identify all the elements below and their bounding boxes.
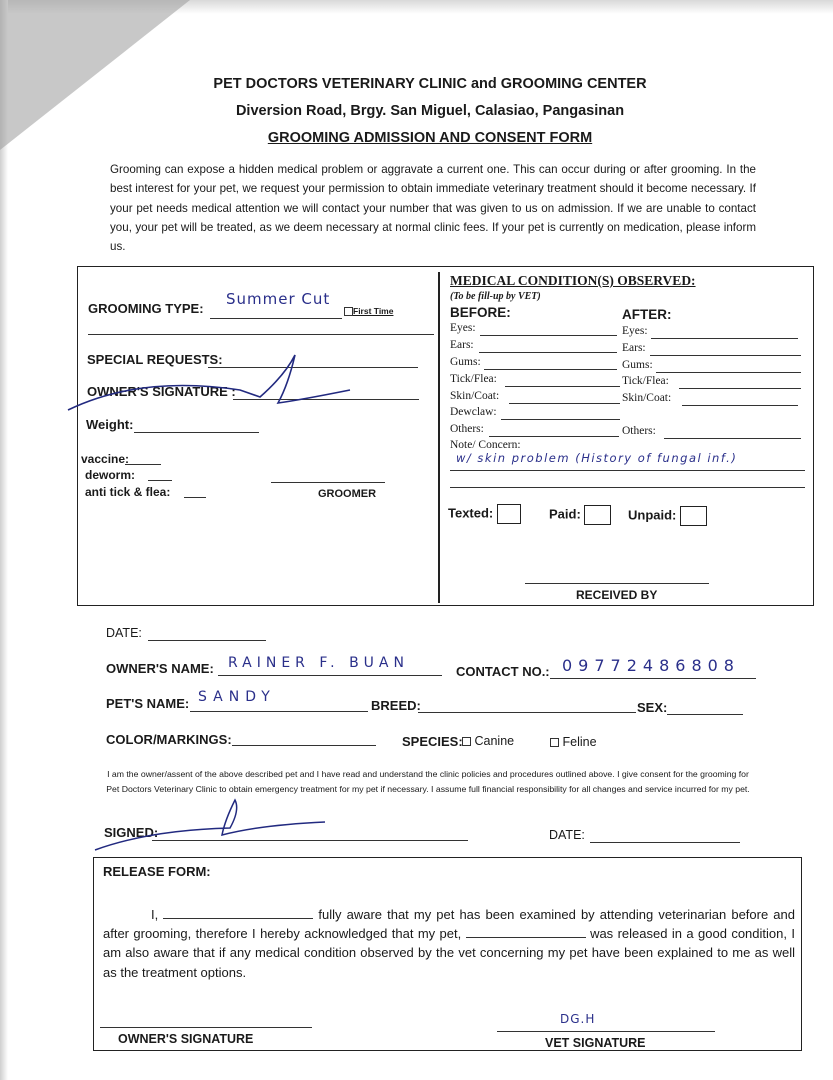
grooming-type-value[interactable]: Summer Cut xyxy=(226,290,331,308)
weight-label: Weight: xyxy=(86,417,134,432)
release-name-blank[interactable] xyxy=(163,906,313,919)
note-line-1 xyxy=(450,470,805,471)
sex-line[interactable] xyxy=(667,714,743,715)
first-time-label: First Time xyxy=(353,306,394,316)
before-ears-line xyxy=(479,352,617,353)
after-heading: AFTER: xyxy=(622,307,672,322)
before-tick-line xyxy=(505,386,620,387)
before-eyes: Eyes: xyxy=(450,322,476,334)
weight-line xyxy=(134,432,259,433)
note-label: Note/ Concern: xyxy=(450,439,521,451)
clinic-name: PET DOCTORS VETERINARY CLINIC and GROOMING CENTER xyxy=(213,76,647,92)
signed-scribble xyxy=(90,790,330,860)
after-ears: Ears: xyxy=(622,342,646,354)
unpaid-checkbox[interactable] xyxy=(680,506,707,526)
release-owner-signature-label: OWNER'S SIGNATURE xyxy=(118,1032,254,1046)
intro-paragraph: Grooming can expose a hidden medical problem or aggravate a current one. This can occur during or after grooming. In the best interest for your pet, we request your permission to obtain immediate veterinary treatment should it become necessary. If your pet needs medical attention we will contact your number that was given to us on admission. If we are unable to contact you, your pet will be treated, as we deem necessary at normal clinic fees. If your pet is currently on medication, please inform us. xyxy=(110,163,756,254)
release-i: I, xyxy=(151,907,159,922)
before-gums: Gums: xyxy=(450,356,481,368)
feline-checkbox[interactable] xyxy=(550,738,559,747)
texted-text: Texted: xyxy=(448,505,494,521)
before-others-line xyxy=(489,436,619,437)
folded-corner xyxy=(0,0,190,150)
release-owner-line[interactable] xyxy=(100,1027,312,1028)
date-label: DATE: xyxy=(106,626,142,640)
received-by-label: RECEIVED BY xyxy=(576,588,658,602)
grooming-medical-box xyxy=(77,266,814,606)
feline-text: Feline xyxy=(562,735,597,749)
after-skin-line xyxy=(682,405,798,406)
canine-option[interactable] xyxy=(462,734,514,748)
after-gums-line xyxy=(656,372,801,373)
vet-fill-note: (To be fill-up by VET) xyxy=(450,291,541,302)
before-eyes-line xyxy=(480,335,617,336)
anti-tick-label: anti tick & flea: xyxy=(85,485,171,499)
release-text-3: was released in a good condition, I am also aware that if any medical condition observed by the vet concerning my pet have been explained to me as well as the treatment options. xyxy=(103,926,795,980)
after-others: Others: xyxy=(622,425,656,437)
special-requests-label: SPECIAL REQUESTS: xyxy=(87,352,223,367)
before-heading: BEFORE: xyxy=(450,305,511,320)
before-ears: Ears: xyxy=(450,339,474,351)
breed-label: BREED: xyxy=(371,698,421,713)
before-others: Others: xyxy=(450,423,484,435)
paid-text: Paid: xyxy=(549,506,581,522)
species-label: SPECIES: xyxy=(402,734,463,749)
groomer-line xyxy=(271,482,385,483)
unpaid-label[interactable] xyxy=(628,506,707,526)
release-vet-signature-label: VET SIGNATURE xyxy=(545,1036,646,1050)
unpaid-text: Unpaid: xyxy=(628,507,677,523)
contact-line xyxy=(550,678,756,679)
pet-name-line xyxy=(190,711,368,712)
breed-line[interactable] xyxy=(418,712,636,713)
pet-name-label: PET'S NAME: xyxy=(106,696,190,711)
sex-label: SEX: xyxy=(637,700,668,715)
paid-label[interactable] xyxy=(549,505,611,525)
first-time-checkbox[interactable] xyxy=(344,306,393,316)
release-title: RELEASE FORM: xyxy=(103,864,211,879)
form-title: GROOMING ADMISSION AND CONSENT FORM xyxy=(267,130,593,146)
before-tick: Tick/Flea: xyxy=(450,373,497,385)
deworm-label: deworm: xyxy=(85,468,136,482)
owner-signature-scribble xyxy=(60,345,360,425)
contact-value[interactable]: 09772486808 xyxy=(562,656,740,675)
first-time-box[interactable] xyxy=(344,307,353,316)
color-label: COLOR/MARKINGS: xyxy=(106,732,232,747)
owner-name-line xyxy=(218,675,442,676)
note-value[interactable]: w/ skin problem (History of fungal inf.) xyxy=(456,451,738,465)
vet-initials: DG.H xyxy=(560,1012,596,1026)
after-eyes-line xyxy=(651,338,798,339)
owner-name-label: OWNER'S NAME: xyxy=(106,661,214,676)
deworm-line xyxy=(148,480,172,481)
paper-edge xyxy=(0,0,8,1080)
paid-checkbox[interactable] xyxy=(584,505,611,525)
after-others-line xyxy=(664,438,801,439)
color-line[interactable] xyxy=(232,745,376,746)
before-skin-line xyxy=(509,403,620,404)
release-paragraph xyxy=(103,905,795,982)
groomer-label: GROOMER xyxy=(318,488,377,500)
before-dewclaw-line xyxy=(501,419,620,420)
consent-paragraph: I am the owner/assent of the above described pet and I have read and understand the clinic policies and procedures outlined above. I give consent for the grooming for Pet Doctors Veterinary Clinic to obtain emergency treatment for my pet if necessary. I assume full financial responsibility for all changes and service incurred for my pet. xyxy=(106,769,750,794)
pet-name-value[interactable]: SANDY xyxy=(198,689,276,705)
grooming-type-label: GROOMING TYPE: xyxy=(88,301,204,316)
medical-condition-title: MEDICAL CONDITION(S) OBSERVED: xyxy=(450,273,696,288)
contact-label: CONTACT NO.: xyxy=(456,664,550,679)
before-skin: Skin/Coat: xyxy=(450,390,500,402)
received-by-line xyxy=(525,583,709,584)
after-tick: Tick/Flea: xyxy=(622,375,669,387)
signed-label: SIGNED: xyxy=(104,825,159,840)
anti-tick-line xyxy=(184,497,206,498)
after-ears-line xyxy=(650,355,801,356)
texted-checkbox[interactable] xyxy=(497,504,521,524)
vaccine-line xyxy=(125,464,161,465)
clinic-address: Diversion Road, Brgy. San Miguel, Calasiao, Pangasinan xyxy=(235,103,625,119)
texted-label[interactable] xyxy=(448,504,521,524)
owner-name-value[interactable]: RAINER F. BUAN xyxy=(228,655,409,671)
after-skin: Skin/Coat: xyxy=(622,392,672,404)
vaccine-label: vaccine: xyxy=(81,452,130,466)
panel-divider xyxy=(438,272,440,603)
owner-signature-label: OWNER'S SIGNATURE : xyxy=(87,384,236,399)
after-tick-line xyxy=(679,388,801,389)
grooming-extra-line xyxy=(88,334,434,335)
date-line[interactable] xyxy=(148,640,266,641)
signed-date-line[interactable] xyxy=(590,842,740,843)
grooming-type-line xyxy=(210,318,342,319)
before-gums-line xyxy=(484,369,617,370)
after-gums: Gums: xyxy=(622,359,653,371)
release-vet-line[interactable] xyxy=(497,1031,715,1032)
release-text-2: fully aware that my pet has been examined by attending veterinarian before and after grooming, therefore I hereby acknowledged that my pet, xyxy=(103,907,795,942)
feline-option[interactable] xyxy=(550,735,597,749)
canine-checkbox[interactable] xyxy=(462,737,471,746)
after-eyes: Eyes: xyxy=(622,325,648,337)
release-pet-blank[interactable] xyxy=(466,925,586,938)
signed-date-label: DATE: xyxy=(549,828,585,842)
canine-text: Canine xyxy=(474,734,515,748)
before-dewclaw: Dewclaw: xyxy=(450,406,497,418)
note-line-2 xyxy=(450,487,805,488)
